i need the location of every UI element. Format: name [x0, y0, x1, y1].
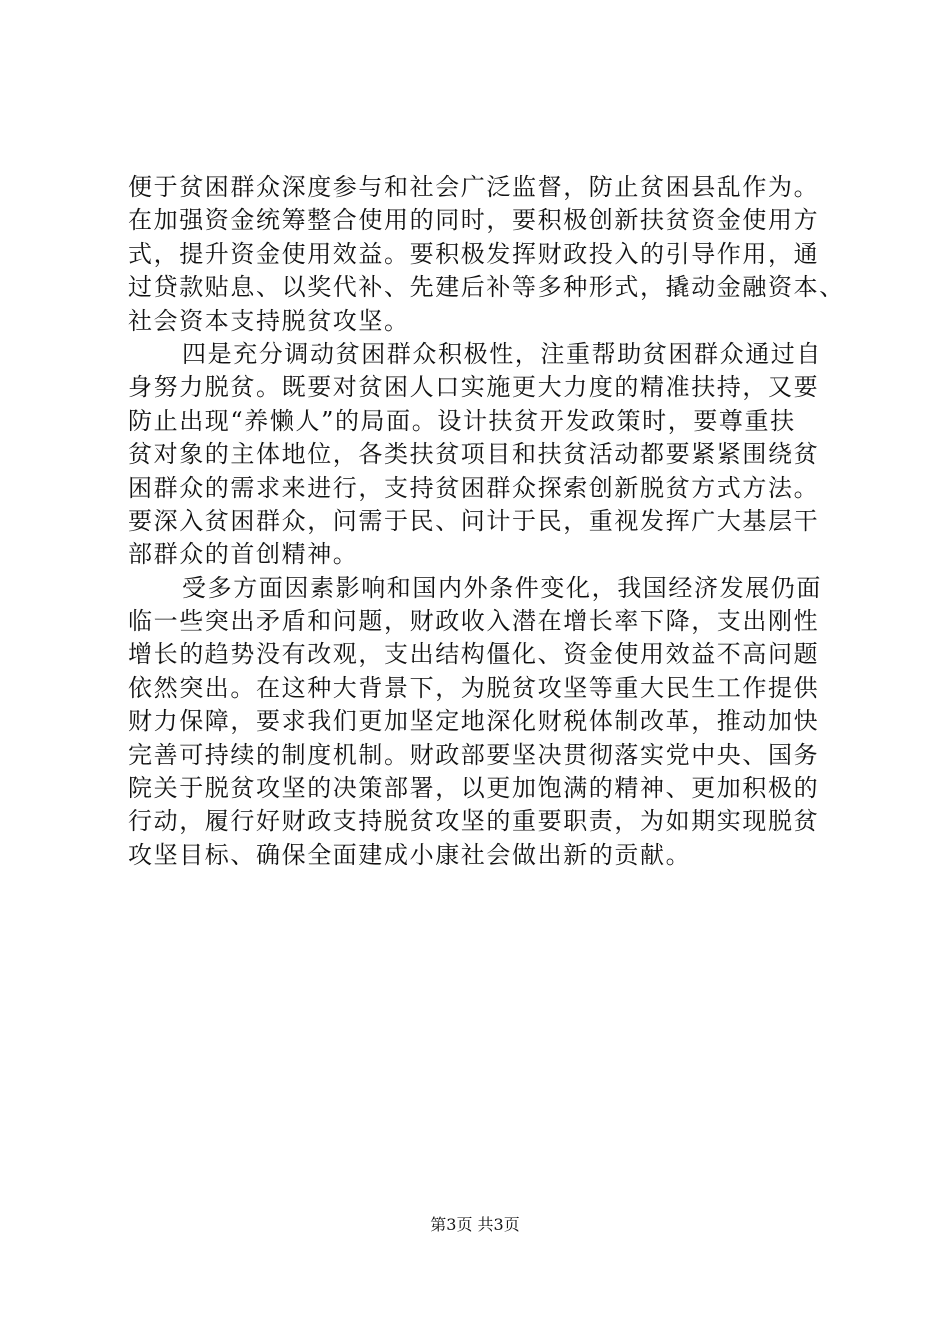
- text-line: 依然突出。在这种大背景下，为脱贫攻坚等重大民生工作提供: [128, 673, 820, 702]
- text-line: 受多方面因素影响和国内外条件变化，我国经济发展仍面: [182, 573, 822, 602]
- text-line: 在加强资金统筹整合使用的同时，要积极创新扶贫资金使用方: [128, 206, 820, 235]
- text-line: 攻坚目标、确保全面建成小康社会做出新的贡献。: [128, 840, 692, 869]
- text-line: 四是充分调动贫困群众积极性，注重帮助贫困群众通过自: [182, 339, 822, 368]
- text-line: 临一些突出矛盾和问题，财政收入潜在增长率下降，支出刚性: [128, 607, 820, 636]
- text-line: 防止出现“养懒人”的局面。设计扶贫开发政策时，要尊重扶: [128, 406, 796, 435]
- text-line: 过贷款贴息、以奖代补、先建后补等多种形式，撬动金融资本、: [128, 273, 845, 302]
- text-line: 社会资本支持脱贫攻坚。: [128, 306, 410, 335]
- text-line: 财力保障，要求我们更加坚定地深化财税体制改革，推动加快: [128, 707, 820, 736]
- text-line: 困群众的需求来进行，支持贫困群众探索创新脱贫方式方法。: [128, 473, 820, 502]
- text-line: 身努力脱贫。既要对贫困人口实施更大力度的精准扶持，又要: [128, 373, 820, 402]
- text-line: 贫对象的主体地位，各类扶贫项目和扶贫活动都要紧紧围绕贫: [128, 440, 820, 469]
- text-line: 完善可持续的制度机制。财政部要坚决贯彻落实党中央、国务: [128, 740, 820, 769]
- text-line: 增长的趋势没有改观，支出结构僵化、资金使用效益不高问题: [128, 640, 820, 669]
- text-line: 便于贫困群众深度参与和社会广泛监督，防止贫困县乱作为。: [128, 173, 820, 201]
- text-line: 要深入贫困群众，问需于民、问计于民，重视发挥广大基层干: [128, 506, 820, 535]
- text-line: 式，提升资金使用效益。要积极发挥财政投入的引导作用，通: [128, 239, 820, 268]
- page-footer: 第3页 共3页: [430, 1215, 520, 1234]
- body-text: [128, 171, 845, 872]
- text-line: 院关于脱贫攻坚的决策部署，以更加饱满的精神、更加积极的: [128, 774, 820, 803]
- text-line: 部群众的首创精神。: [128, 540, 359, 569]
- text-line: 行动，履行好财政支持脱贫攻坚的重要职责，为如期实现脱贫: [128, 807, 820, 836]
